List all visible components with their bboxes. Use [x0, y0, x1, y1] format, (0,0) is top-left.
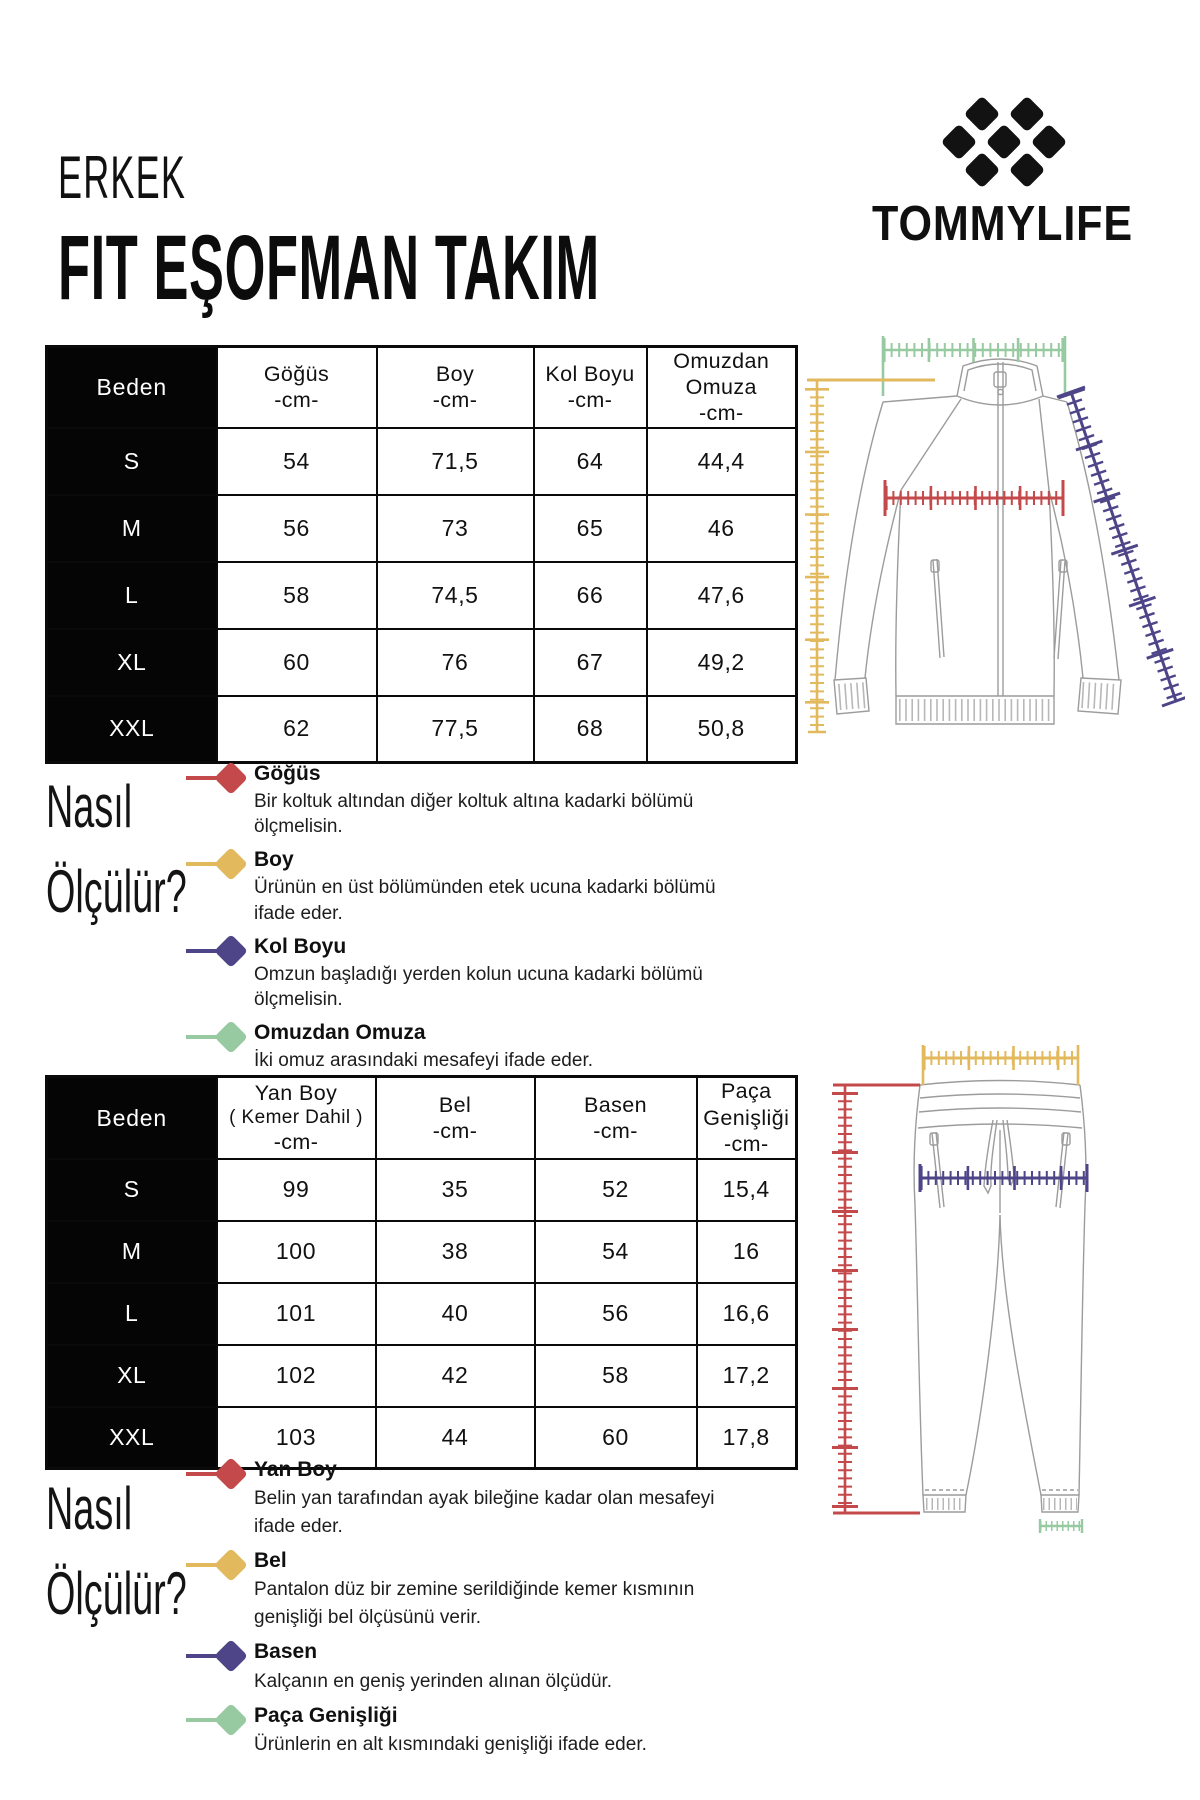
value-cell: 56	[217, 495, 377, 562]
legend-desc: Pantalon düz bir zemine serildiğinde kemer kısmının genişliği bel ölçüsünü verir.	[254, 1579, 695, 1628]
hip-ruler	[920, 1164, 1087, 1192]
pants-table-header-row	[47, 1077, 797, 1159]
legend-name: Göğüs	[254, 762, 321, 785]
boy-diamond-icon	[186, 844, 252, 886]
value-cell: 77,5	[377, 696, 534, 763]
size-cell: XL	[47, 1345, 217, 1407]
value-cell: 50,8	[647, 696, 797, 763]
brand-name: TOMMYLIFE	[872, 197, 1134, 251]
value-cell: 56	[535, 1283, 697, 1345]
bel-diamond-icon	[186, 1545, 252, 1587]
legend-name: Omuzdan Omuza	[254, 1020, 426, 1044]
value-cell: 44,4	[647, 428, 797, 495]
length-ruler	[807, 380, 935, 732]
value-cell: 101	[217, 1283, 376, 1345]
how-to-measure-heading: Nasıl Ölçülür?	[46, 1475, 187, 1628]
value-cell: 67	[534, 629, 647, 696]
value-cell: 60	[535, 1407, 697, 1469]
column-header-bel: Bel -cm-	[376, 1077, 535, 1159]
value-cell: 73	[377, 495, 534, 562]
value-cell: 102	[217, 1345, 376, 1407]
size-cell: M	[47, 1221, 217, 1283]
value-cell: 44	[376, 1407, 535, 1469]
value-cell: 64	[534, 428, 647, 495]
value-cell: 17,8	[697, 1407, 797, 1469]
legend-name: Kol Boyu	[254, 934, 347, 958]
value-cell: 42	[376, 1345, 535, 1407]
value-cell: 58	[535, 1345, 697, 1407]
table-row	[47, 495, 797, 562]
legend-name: Bel	[254, 1549, 287, 1573]
value-cell: 74,5	[377, 562, 534, 629]
omuzdan-omuza-diamond-icon	[186, 1017, 252, 1059]
brand-diamonds-icon	[936, 94, 1076, 194]
value-cell: 68	[534, 696, 647, 763]
waist-ruler	[923, 1045, 1078, 1085]
value-cell: 46	[647, 495, 797, 562]
legend-name: Basen	[254, 1640, 318, 1664]
value-cell: 60	[217, 629, 377, 696]
size-header-cell: Beden	[47, 1077, 217, 1159]
size-cell: S	[47, 1159, 217, 1221]
chest-ruler	[885, 480, 1063, 516]
value-cell: 103	[217, 1407, 376, 1469]
page-title	[58, 144, 1009, 319]
value-cell: 49,2	[647, 629, 797, 696]
legend-item-yan-boy	[186, 1458, 726, 1540]
table-row	[47, 428, 797, 495]
jacket-diagram	[795, 328, 1185, 748]
how-to-measure-heading: Nasıl Ölçülür?	[46, 773, 187, 926]
value-cell: 35	[376, 1159, 535, 1221]
jacket-legend	[186, 762, 726, 1082]
gogus-diamond-icon	[186, 758, 252, 800]
value-cell: 71,5	[377, 428, 534, 495]
pants-legend	[186, 1458, 726, 1768]
value-cell: 100	[217, 1221, 376, 1283]
column-header-gogus: Göğüs -cm-	[217, 347, 377, 428]
column-header-boy: Boy -cm-	[377, 347, 534, 428]
cuff-rib-hatch	[839, 695, 867, 697]
legend-name: Boy	[254, 848, 294, 872]
value-cell: 54	[535, 1221, 697, 1283]
legend-desc: Kalçanın en geniş yerinden alınan ölçüdür.	[254, 1670, 613, 1692]
table-row	[47, 562, 797, 629]
legend-item-bel	[186, 1549, 726, 1631]
table-row	[47, 629, 797, 696]
table-row	[47, 696, 797, 763]
cuff-rib-hatch	[1082, 695, 1117, 697]
paca-genisligi-diamond-icon	[186, 1700, 252, 1742]
legend-item-basen	[186, 1640, 726, 1695]
legend-item-gogus	[186, 762, 726, 839]
column-header-paca-genisligi: Paça Genişliği -cm-	[697, 1077, 797, 1159]
value-cell: 40	[376, 1283, 535, 1345]
legend-desc: Belin yan tarafından ayak bileğine kadar olan mesafeyi ifade eder.	[254, 1488, 715, 1537]
value-cell: 17,2	[697, 1345, 797, 1407]
legend-desc: Bir koltuk altından diğer koltuk altına kadarki bölümü ölçmelisin.	[254, 791, 694, 838]
kol-boyu-diamond-icon	[186, 931, 252, 973]
value-cell: 76	[377, 629, 534, 696]
legend-item-paca-genisligi	[186, 1704, 726, 1759]
column-header-omuzdan-omuza: Omuzdan Omuza -cm-	[647, 347, 797, 428]
pants-size-table	[45, 1075, 798, 1470]
basen-diamond-icon	[186, 1636, 252, 1678]
size-cell: XXL	[47, 696, 217, 763]
page-title-product: FIT EŞOFMAN TAKIM	[58, 217, 600, 319]
pants-diagram	[780, 1040, 1200, 1560]
size-cell: L	[47, 562, 217, 629]
value-cell: 99	[217, 1159, 376, 1221]
legend-desc: İki omuz arasındaki mesafeyi ifade eder.	[254, 1050, 594, 1072]
size-cell: XXL	[47, 1407, 217, 1469]
size-cell: XL	[47, 629, 217, 696]
column-header-yan-boy: Yan Boy ( Kemer Dahil ) -cm-	[217, 1077, 376, 1159]
legend-desc: Omzun başladığı yerden kolun ucuna kadarki bölümü ölçmelisin.	[254, 963, 703, 1010]
value-cell: 16,6	[697, 1283, 797, 1345]
legend-desc: Ürünlerin en alt kısmındaki genişliği ifade eder.	[254, 1734, 647, 1756]
legend-item-kol-boyu	[186, 935, 726, 1012]
table-row	[47, 1283, 797, 1345]
legend-item-boy	[186, 848, 726, 925]
size-header-cell: Beden	[47, 347, 217, 428]
value-cell: 65	[534, 495, 647, 562]
column-header-kol-boyu: Kol Boyu -cm-	[534, 347, 647, 428]
jacket-table-header-row	[47, 347, 797, 428]
value-cell: 62	[217, 696, 377, 763]
legend-name: Yan Boy	[254, 1458, 337, 1481]
value-cell: 58	[217, 562, 377, 629]
table-row	[47, 1159, 797, 1221]
size-cell: M	[47, 495, 217, 562]
page-title-category: ERKEK	[58, 144, 187, 211]
side-length-ruler	[833, 1085, 920, 1513]
value-cell: 52	[535, 1159, 697, 1221]
value-cell: 66	[534, 562, 647, 629]
hem-width-ruler	[1040, 1519, 1082, 1533]
column-header-basen: Basen -cm-	[535, 1077, 697, 1159]
value-cell: 15,4	[697, 1159, 797, 1221]
value-cell: 54	[217, 428, 377, 495]
pants-sketch	[914, 1081, 1086, 1513]
value-cell: 47,6	[647, 562, 797, 629]
yan-boy-diamond-icon	[186, 1454, 252, 1496]
size-cell: S	[47, 428, 217, 495]
table-row	[47, 1345, 797, 1407]
value-cell: 16	[697, 1221, 797, 1283]
legend-desc: Ürünün en üst bölümünden etek ucuna kadarki bölümü ifade eder.	[254, 877, 716, 924]
size-cell: L	[47, 1283, 217, 1345]
value-cell: 38	[376, 1221, 535, 1283]
jacket-size-table	[45, 345, 798, 764]
legend-name: Paça Genişliği	[254, 1704, 398, 1728]
table-row	[47, 1221, 797, 1283]
legend-item-omuzdan-omuza	[186, 1021, 726, 1073]
